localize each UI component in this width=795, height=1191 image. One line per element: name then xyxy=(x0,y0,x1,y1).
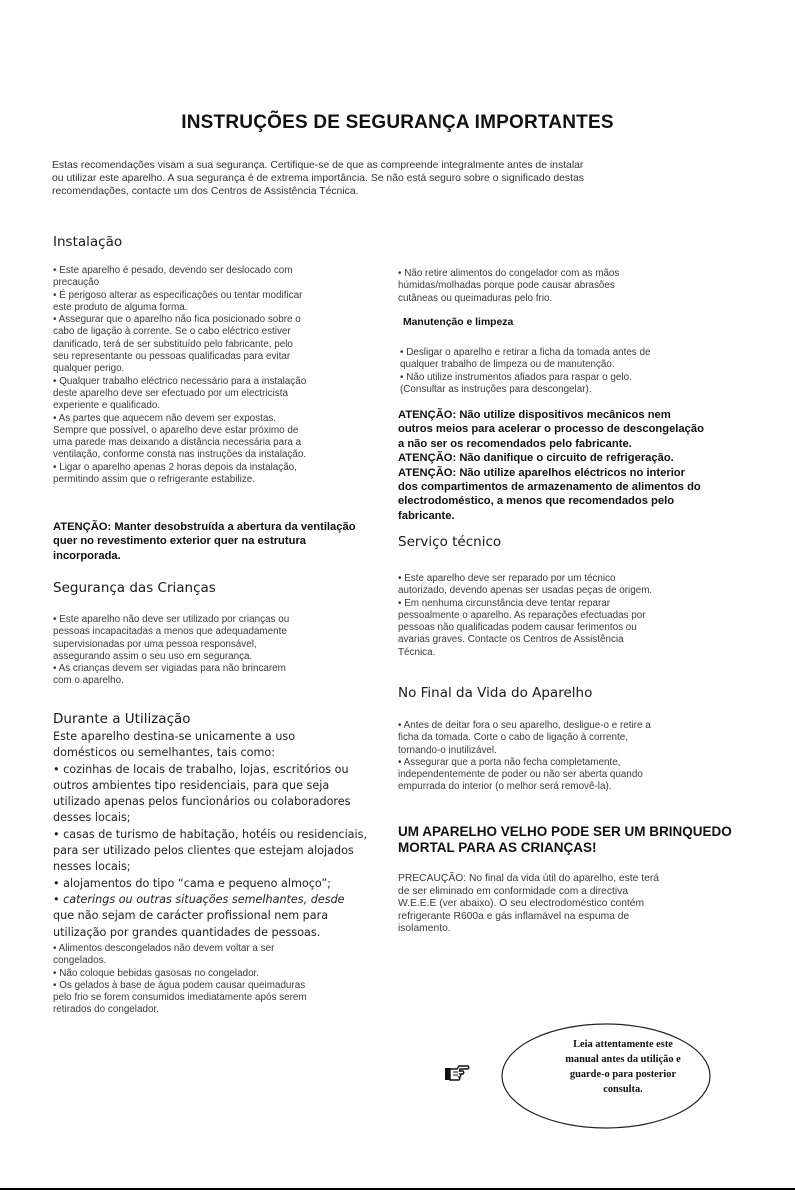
warning-line: fabricante. xyxy=(398,509,455,522)
text-line: • Não coloque bebidas gasosas no congelador. xyxy=(53,967,260,979)
text-line: que não sejam de carácter profissional nem para xyxy=(53,909,329,923)
text-line: Sempre que possível, o aparelho deve estar próximo de xyxy=(53,424,299,436)
intro-line: ou utilizar este aparelho. A sua segurança é de extrema importância. Se não está seguro sobre o significado destas xyxy=(52,173,584,184)
instalacao-list xyxy=(53,265,383,486)
warning-line: ATENÇÃO: Não utilize aparelhos eléctricos no interior xyxy=(398,466,685,479)
text-line: (Consultar as instruções para descongelar). xyxy=(400,383,592,395)
warning-line: dos compartimentos de armazenamento de alimentos do xyxy=(398,481,701,494)
text-line: • caterings ou outras situações semelhantes, desde xyxy=(53,892,345,906)
utilizacao-small-list xyxy=(53,943,383,1017)
text-line: • Qualquer trabalho eléctrico necessário para a instalação xyxy=(53,375,307,387)
warning-line: incorporada. xyxy=(53,549,121,562)
text-line: deste aparelho deve ser efectuado por um electricista xyxy=(53,387,288,399)
text-line: pessoalmente o aparelho. As reparações efectuadas por xyxy=(398,609,646,621)
freezer-hands-note xyxy=(398,268,738,305)
text-line: nesses locais; xyxy=(53,860,131,874)
intro-paragraph xyxy=(52,159,742,198)
text-line: cutâneas ou queimaduras pelo frio. xyxy=(398,292,553,304)
text-line: • Alimentos descongelados não devem voltar a ser xyxy=(53,943,275,954)
text-line: húmidas/molhadas porque pode causar abrasões xyxy=(398,280,615,292)
text-line: • Não utilize instrumentos afiados para raspar o gelo. xyxy=(400,371,632,383)
text-line: empurrada do interior (o melhor será removê-la). xyxy=(398,781,612,793)
manutencao-warnings xyxy=(398,408,743,523)
text-line: pelo frio se forem consumidos imediatamente após serem xyxy=(53,992,307,1004)
text-line: uma parede mas deixando a distância necessária para a xyxy=(53,437,302,449)
text-line: • Assegurar que o aparelho não fica posicionado sobre o xyxy=(53,314,301,326)
warning-line: electrodoméstico, a menos que recomendados pelo xyxy=(398,495,675,508)
text-line: outros ambientes tipo residenciais, para que seja xyxy=(53,778,330,792)
text-line: qualquer trabalho de limpeza ou de manutenção. xyxy=(400,359,615,371)
text-line: • É perigoso alterar as especificações ou tentar modificar xyxy=(53,289,303,301)
text-line: permitindo assim que o refrigerante estabilize. xyxy=(53,474,255,486)
text-line: ficha da tomada. Corte o cabo de ligação à corrente, xyxy=(398,732,629,744)
text-line: • Este aparelho deve ser reparado por um técnico xyxy=(398,573,616,584)
section-heading-final-vida: No Final da Vida do Aparelho xyxy=(398,685,593,701)
final-vida-list xyxy=(398,720,738,794)
criancas-list xyxy=(53,614,383,688)
text-line: • Desligar o aparelho e retirar a ficha da tomada antes de xyxy=(400,347,651,358)
note-line: Leia attentamente este xyxy=(573,1039,673,1050)
ventilation-warning xyxy=(53,520,393,563)
text-line: congelados. xyxy=(53,955,107,967)
text-line: supervisionadas por uma pessoa responsável, xyxy=(53,638,257,650)
warning-line: ATENÇÃO: Não utilize dispositivos mecânicos nem xyxy=(398,409,671,421)
text-line: • As crianças devem ser vigiadas para não brincarem xyxy=(53,663,286,675)
servico-list xyxy=(398,573,738,659)
page-title: INSTRUÇÕES DE SEGURANÇA IMPORTANTES xyxy=(181,112,614,133)
text-line: • cozinhas de locais de trabalho, lojas, escritórios ou xyxy=(53,762,349,776)
text-line: assegurando assim o seu uso em segurança. xyxy=(53,650,253,662)
text-line: • alojamentos do tipo “cama e pequeno almoço”; xyxy=(53,876,331,890)
text-line: Técnica. xyxy=(398,646,436,658)
text-line: • Assegurar que a porta não fecha completamente, xyxy=(398,756,621,768)
text-line: avarias graves. Contacte os Centros de Assistência xyxy=(398,634,624,646)
utilizacao-list xyxy=(53,729,393,941)
text-line: • casas de turismo de habitação, hotéis ou residenciais, xyxy=(53,827,368,841)
text-line: qualquer perigo. xyxy=(53,363,125,375)
warning-line: ATENÇÃO: Manter desobstruída a abertura da ventilação xyxy=(53,521,356,533)
text-line: desses locais; xyxy=(53,811,131,825)
text-line: utilizado apenas pelos funcionários ou colaboradores xyxy=(53,795,351,809)
section-heading-utilizacao: Durante a Utilização xyxy=(53,711,191,727)
text-line: W.E.E.E (ver abaixo). O seu electrodoméstico contém xyxy=(398,898,645,910)
text-line: ventilação, conforme consta nas instruções da instalação. xyxy=(53,449,307,461)
intro-line: Estas recomendações visam a sua segurança. Certifique-se de que as compreende integralmente antes de instalar xyxy=(52,160,584,171)
warning-line: ATENÇÃO: Não danifique o circuito de refrigeração. xyxy=(398,452,674,465)
text-line: • Os gelados à base de água podem causar queimaduras xyxy=(53,979,306,991)
text-line: Este aparelho destina-se unicamente a uso xyxy=(53,730,296,743)
text-line: este produto de alguma forma. xyxy=(53,301,188,313)
text-line: • Em nenhuma circunstância deve tentar reparar xyxy=(398,597,611,609)
text-line: refrigerante R600a e gás inflamável na espuma de xyxy=(398,910,630,922)
text-line: seu representante ou pessoas qualificadas para evitar xyxy=(53,351,291,363)
intro-line: recomendações, contacte um dos Centros de Assistência Técnica. xyxy=(52,186,359,197)
warning-line: outros meios para acelerar o processo de descongelação xyxy=(398,423,704,436)
text-line: de ser eliminado em conformidade com a directiva xyxy=(398,885,629,897)
old-appliance-warning xyxy=(398,824,743,856)
text-line: precaução xyxy=(53,277,100,289)
warning-line: quer no revestimento exterior quer na estrutura xyxy=(53,535,307,548)
text-line: isolamento. xyxy=(398,923,451,935)
text-line: cabo de ligação à corrente. Se o cabo eléctrico estiver xyxy=(53,326,291,338)
text-line: com o aparelho. xyxy=(53,675,124,687)
text-line: PRECAUÇÃO: No final da vida útil do aparelho, este terá xyxy=(398,873,659,884)
note-line: guarde-o para posterior xyxy=(569,1069,677,1080)
note-line: manual antes da utilição e xyxy=(565,1054,681,1065)
text-line: independentemente de poder ou não ser aberta quando xyxy=(398,769,643,781)
warning-line: a não ser os recomendados pelo fabricante. xyxy=(398,437,632,450)
text-line: pessoas não qualificadas podem causar ferimentos ou xyxy=(398,622,637,634)
text-line: pessoas incapacitadas a menos que adequadamente xyxy=(53,626,287,638)
text-line: • Ligar o aparelho apenas 2 horas depois da instalação, xyxy=(53,461,297,473)
text-line: autorizado, devendo apenas ser usadas peças de origem. xyxy=(398,585,653,597)
text-line: danificado, terá de ser substituído pelo fabricante, pelo xyxy=(53,338,293,350)
text-line: • As partes que aquecem não devem ser expostas. xyxy=(53,412,277,424)
warning-line: MORTAL PARA AS CRIANÇAS! xyxy=(398,840,597,855)
precaucao-paragraph xyxy=(398,873,738,936)
section-heading-manutencao: Manutenção e limpeza xyxy=(403,317,514,328)
text-line: experiente e qualificado. xyxy=(53,400,161,412)
page-bottom-rule xyxy=(0,1188,795,1190)
text-line: utilização por grandes quantidades de pessoas. xyxy=(53,925,321,939)
text-line: para ser utilizado pelos clientes que estejam alojados xyxy=(53,844,354,858)
manutencao-list xyxy=(400,347,740,396)
text-line: • Este aparelho é pesado, devendo ser deslocado com xyxy=(53,265,293,276)
text-line: • Não retire alimentos do congelador com as mãos xyxy=(398,268,620,279)
text-line: retirados do congelador. xyxy=(53,1004,159,1016)
read-manual-note xyxy=(560,1037,686,1097)
text-line: domésticos ou semelhantes, tais como: xyxy=(53,746,276,760)
text-line: • Antes de deitar fora o seu aparelho, desligue-o e retire a xyxy=(398,720,651,731)
section-heading-servico: Serviço técnico xyxy=(398,534,502,550)
note-line: consulta. xyxy=(603,1084,643,1095)
text-line: • Este aparelho não deve ser utilizado por crianças ou xyxy=(53,614,290,625)
pointing-hand-icon xyxy=(444,1063,470,1085)
warning-line: UM APARELHO VELHO PODE SER UM BRINQUEDO xyxy=(398,824,732,839)
text-line: tornando-o inutilizável. xyxy=(398,744,497,756)
section-heading-instalacao: Instalação xyxy=(53,234,123,250)
section-heading-criancas: Segurança das Crianças xyxy=(53,580,216,596)
